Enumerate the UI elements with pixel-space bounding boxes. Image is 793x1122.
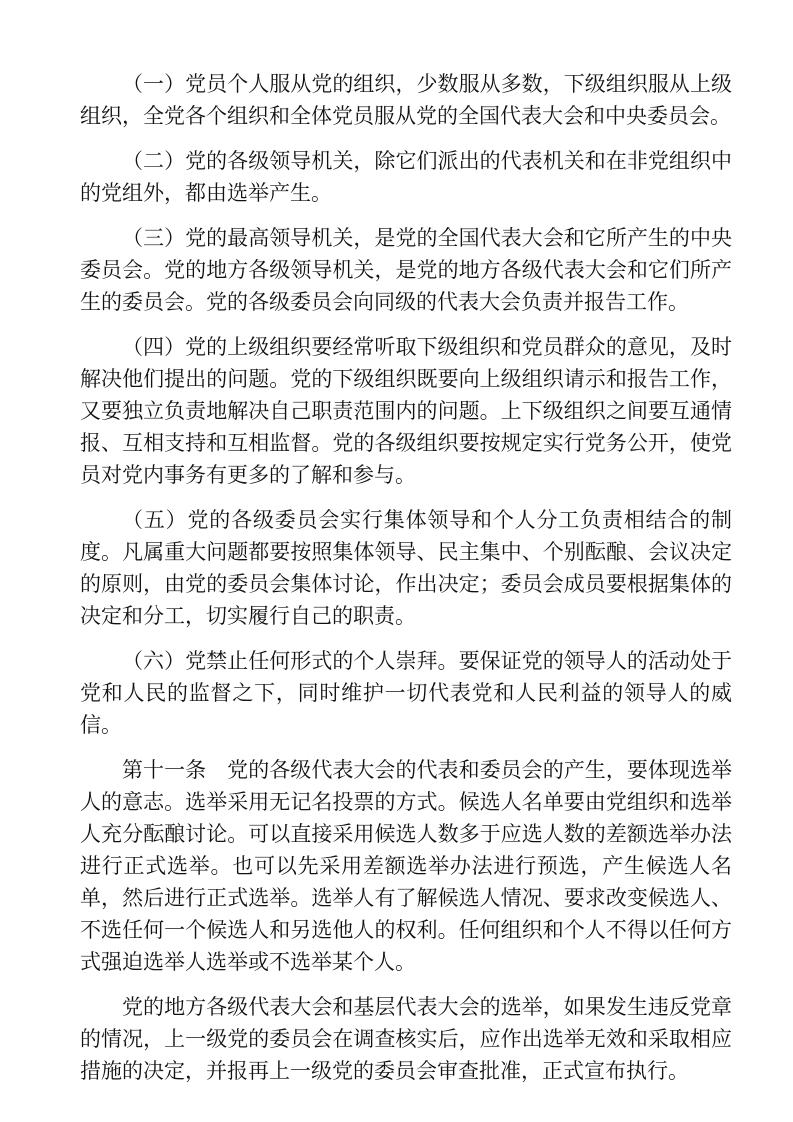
article-11-paragraph: 第十一条 党的各级代表大会的代表和委员会的产生，要体现选举人的意志。选举采用无记名投票的方式。候选人名单要由党组织和选举人充分酝酿讨论。可以直接采用候选人数多于应选人数的差额选举办法进行正式选举。也可以先采用差额选举办法进行预选，产生候选人名单，然后进行正式选举。选举人有了解候选人情况、要求改变候选人、不选任何一个候选人和另选他人的权利。任何组织和个人不得以任何方式强迫选举人选举或不选举某个人。 — [80, 758, 732, 974]
paragraph-3: （三）党的最高领导机关，是党的全国代表大会和它所产生的中央委员会。党的地方各级领导机关，是党的地方各级代表大会和它们所产生的委员会。党的各级委员会向同级的代表大会负责并报告工作。 — [80, 226, 732, 314]
document-body — [80, 68, 732, 1087]
paragraph-6: （六）党禁止任何形式的个人崇拜。要保证党的领导人的活动处于党和人民的监督之下，同时维护一切代表党和人民利益的领导人的威信。 — [80, 649, 732, 737]
paragraph-5: （五）党的各级委员会实行集体领导和个人分工负责相结合的制度。凡属重大问题都要按照集体领导、民主集中、个别酝酿、会议决定的原则，由党的委员会集体讨论，作出决定；委员会成员要根据集体的决定和分工，切实履行自己的职责。 — [80, 508, 732, 628]
paragraph-1: （一）党员个人服从党的组织，少数服从多数，下级组织服从上级组织，全党各个组织和全体党员服从党的全国代表大会和中央委员会。 — [80, 72, 732, 128]
paragraph-2: （二）党的各级领导机关，除它们派出的代表机关和在非党组织中的党组外，都由选举产生。 — [80, 149, 732, 205]
paragraph-4: （四）党的上级组织要经常听取下级组织和党员群众的意见，及时解决他们提出的问题。党的下级组织既要向上级组织请示和报告工作，又要独立负责地解决自己职责范围内的问题。上下级组织之间要互通情报、互相支持和互相监督。党的各级组织要按规定实行党务公开，使党员对党内事务有更多的了解和参与。 — [80, 335, 732, 487]
paragraph-8: 党的地方各级代表大会和基层代表大会的选举，如果发生违反党章的情况，上一级党的委员会在调查核实后，应作出选举无效和采取相应措施的决定，并报再上一级党的委员会审查批准，正式宣布执行。 — [80, 995, 732, 1083]
